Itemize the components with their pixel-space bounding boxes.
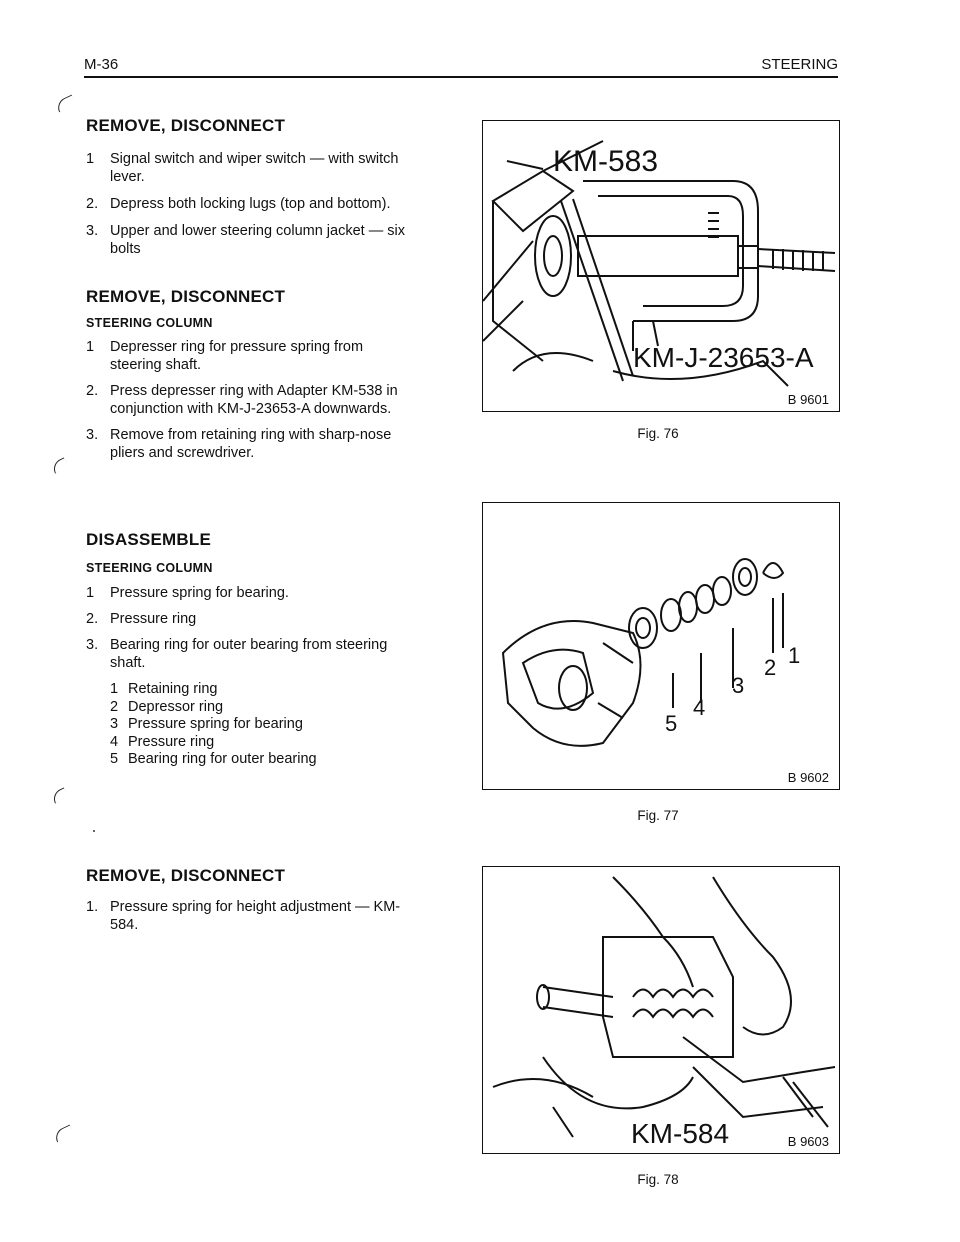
legend-item: 4 Pressure ring: [110, 733, 215, 750]
figure-caption: Fig. 77: [637, 808, 679, 823]
list-item: 3. Upper and lower steering column jacket — six bolts: [86, 223, 405, 257]
margin-mark: [50, 457, 68, 473]
figure-code: B 9602: [787, 770, 829, 785]
figure-caption: Fig. 78: [637, 1172, 679, 1187]
legend-item: 3 Pressure spring for bearing: [110, 716, 303, 732]
section-heading: DISASSEMBLE: [86, 530, 211, 549]
figure-code: B 9603: [787, 1134, 829, 1149]
steering-column-exploded-illustration: [483, 503, 839, 789]
section-remove-2: [86, 287, 416, 462]
section-remove-1: [86, 116, 416, 258]
list-item: 2. Depress both locking lugs (top and bottom).: [86, 196, 391, 212]
page-number: M-36: [84, 56, 119, 73]
list-item: 3. Bearing ring for outer bearing from steering shaft.: [86, 637, 388, 671]
legend-item: 5 Bearing ring for outer bearing: [110, 751, 317, 767]
section-disassemble: [86, 530, 416, 769]
list-item: 2. Pressure ring: [86, 611, 197, 627]
tool-label-top: KM-583: [553, 145, 659, 178]
section-remove-3: [86, 866, 416, 934]
section-heading: REMOVE, DISCONNECT: [86, 287, 286, 306]
section-heading: REMOVE, DISCONNECT: [86, 116, 286, 135]
section-title: STEERING: [761, 56, 838, 73]
puller-illustration: [483, 121, 839, 411]
callout-1: 1: [788, 643, 801, 668]
figure-78: [482, 866, 840, 1154]
list-item: 1 Depresser ring for pressure spring from steering shaft.: [86, 339, 364, 373]
tool-label-bottom: KM-J-23653-A: [633, 342, 814, 373]
spring-removal-illustration: [483, 867, 839, 1153]
tool-label-bottom: KM-584: [631, 1118, 730, 1149]
section-subheading: STEERING COLUMN: [86, 561, 213, 575]
callout-5: 5: [665, 711, 678, 736]
figure-caption: Fig. 76: [637, 426, 679, 441]
figure-code: B 9601: [787, 392, 829, 407]
legend-item: 1 Retaining ring: [110, 681, 218, 697]
figure-76: [482, 120, 840, 412]
list-item: 1 Signal switch and wiper switch — with switch lever.: [86, 151, 399, 185]
list-item: 1 Pressure spring for bearing.: [86, 585, 289, 601]
header-rule: [84, 76, 838, 78]
figure-77: [482, 502, 840, 790]
legend-item: 2 Depressor ring: [110, 698, 224, 715]
list-item: 2. Press depresser ring with Adapter KM-538 in conjunction with KM-J-23653-A downwards.: [86, 383, 398, 417]
callout-2: 2: [764, 655, 777, 680]
margin-mark: [55, 95, 77, 113]
margin-mark: [50, 787, 68, 803]
margin-mark: [53, 1125, 75, 1143]
section-subheading: STEERING COLUMN: [86, 316, 213, 330]
callout-4: 4: [693, 695, 706, 720]
section-heading: REMOVE, DISCONNECT: [86, 866, 286, 885]
stray-dot: [93, 830, 95, 832]
list-item: 3. Remove from retaining ring with sharp-nose pliers and screwdriver.: [86, 427, 392, 461]
callout-3: 3: [732, 673, 745, 698]
list-item: 1. Pressure spring for height adjustment — KM-584.: [86, 899, 401, 933]
